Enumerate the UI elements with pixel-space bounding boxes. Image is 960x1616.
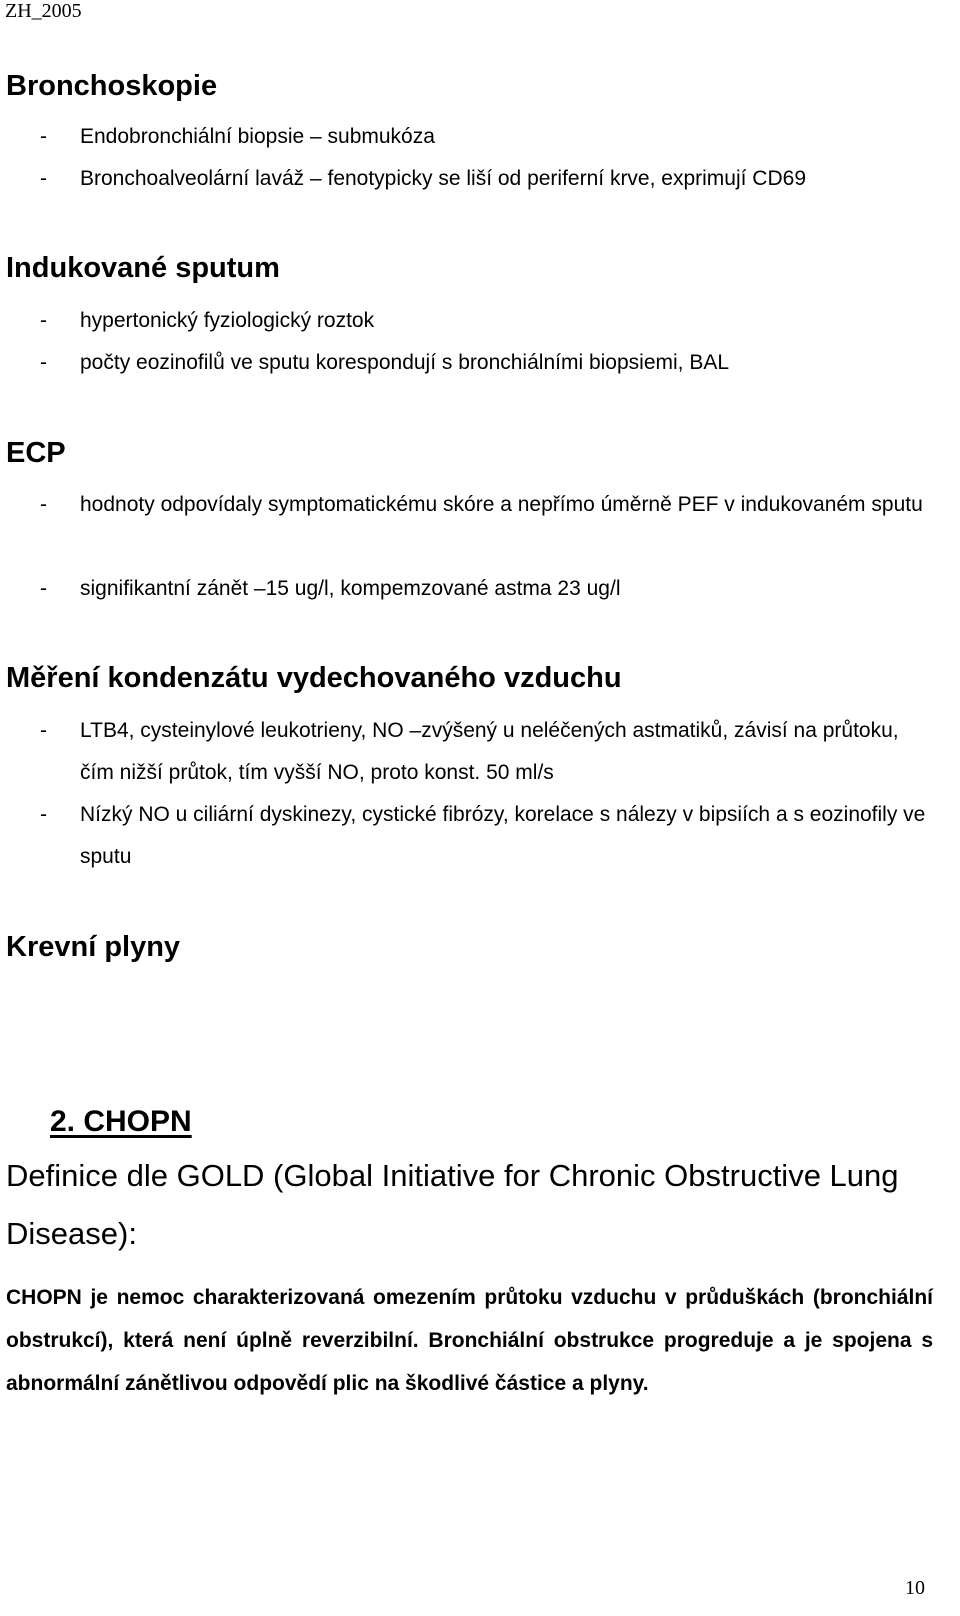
- list-bullet: -: [40, 125, 47, 148]
- list-item: [40, 342, 933, 384]
- list-bullet: -: [40, 493, 47, 516]
- list-item: [40, 710, 920, 794]
- section-heading-bronchoskopie: Bronchoskopie: [6, 70, 218, 102]
- list-item: [40, 300, 933, 342]
- list-item-text: signifikantní zánět –15 ug/l, kompemzované astma 23 ug/l: [80, 577, 621, 600]
- list-item: [40, 568, 933, 610]
- list-item-text: hypertonický fyziologický roztok: [80, 309, 375, 332]
- section-heading-mereni-kondenzatu: Měření kondenzátu vydechovaného vzduchu: [6, 662, 622, 694]
- document-code: ZH_2005: [5, 0, 82, 22]
- list-bullet: -: [40, 351, 47, 374]
- chapter-title: 2. CHOPN: [50, 1105, 192, 1138]
- section-heading-krevni-plyny: Krevní plyny: [6, 931, 181, 963]
- list-bullet: -: [40, 803, 47, 826]
- list-item: [40, 158, 940, 200]
- definition-paragraph: CHOPN je nemoc charakterizovaná omezením průtoku vzduchu v průduškách (bronchiální obstrukcí), která není úplně reverzibilní. Bronchiální obstrukce progreduje a je spojena s abnormální zánětlivou odpovědí plic na škodlivé částice a plyny.: [6, 1286, 933, 1395]
- section-heading-ecp: ECP: [6, 437, 66, 469]
- list-item: [40, 484, 933, 526]
- list-item-text: LTB4, cysteinylové leukotrieny, NO –zvýšený u neléčených astmatiků, závisí na průtoku, čím nižší průtok, tím vyšší NO, proto konst. 50 ml/s: [80, 719, 899, 784]
- list-bullet: -: [40, 719, 47, 742]
- definition-heading: Definice dle GOLD (Global Initiative for Chronic Obstructive Lung Disease):: [6, 1158, 899, 1251]
- page-number: 10: [905, 1577, 925, 1599]
- list-bullet: -: [40, 309, 47, 332]
- section-heading-indukovane-sputum: Indukované sputum: [6, 252, 280, 284]
- list-bullet: -: [40, 577, 47, 600]
- list-bullet: -: [40, 167, 47, 190]
- list-item-text: počty eozinofilů ve sputu korespondují s bronchiálními biopsiemi, BAL: [80, 351, 730, 374]
- list-item-text: hodnoty odpovídaly symptomatickému skóre a nepřímo úměrně PEF v indukovaném sputu: [80, 493, 923, 516]
- list-item-text: Nízký NO u ciliární dyskinezy, cystické fibrózy, korelace s nálezy v bipsiích a s eozinofily ve sputu: [80, 803, 926, 868]
- list-item-text: Endobronchiální biopsie – submukóza: [80, 125, 435, 148]
- list-item: [40, 116, 933, 158]
- list-item: [40, 794, 933, 878]
- list-item-text: Bronchoalveolární laváž – fenotypicky se liší od periferní krve, exprimují CD69: [80, 167, 806, 190]
